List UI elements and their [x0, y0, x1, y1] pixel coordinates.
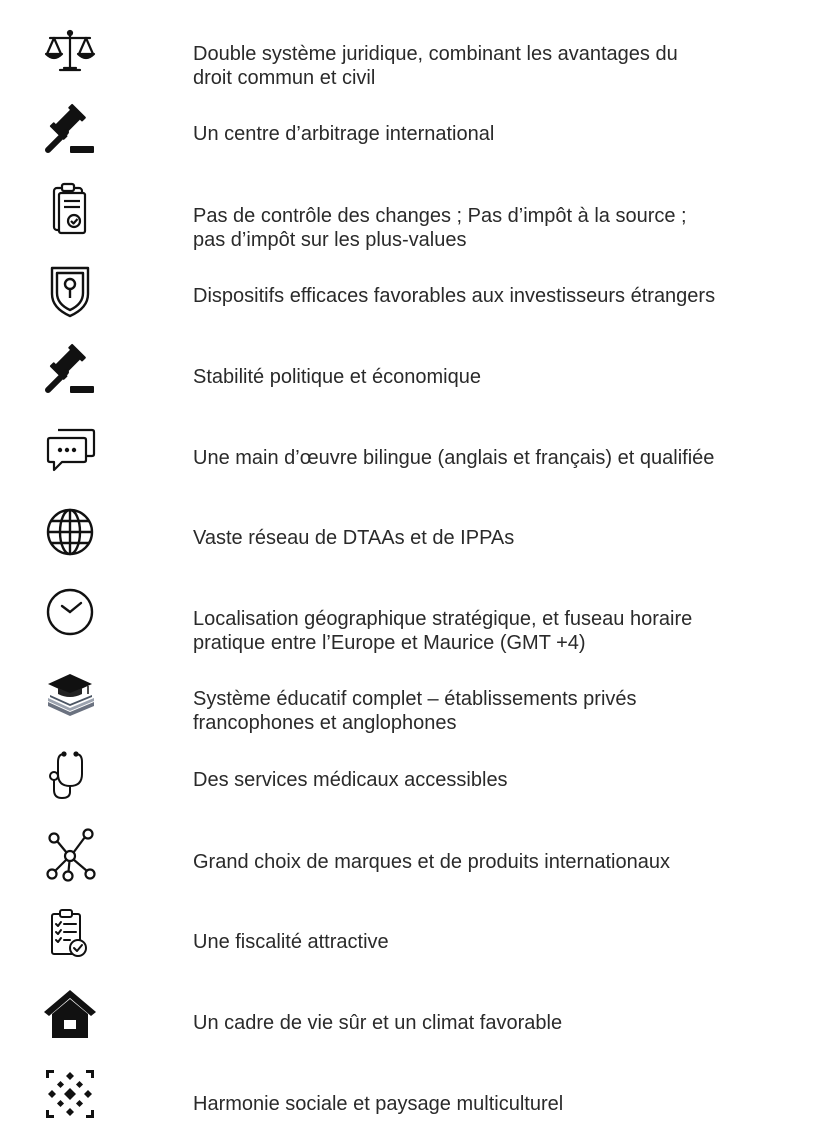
home-icon [40, 984, 100, 1044]
item-text-line: Une main d’œuvre bilingue (anglais et français) et qualifiée [193, 447, 715, 469]
chat-bubble-icon [40, 422, 100, 482]
item-text-line: Harmonie sociale et paysage multiculturel [193, 1093, 564, 1115]
gavel-icon [40, 342, 100, 402]
graduation-cap-icon [40, 662, 100, 722]
item-text-line: Double système juridique, combinant les avantages du [193, 43, 678, 65]
item-text-line: Vaste réseau de DTAAs et de IPPAs [193, 527, 515, 549]
item-text-line: Des services médicaux accessibles [193, 769, 508, 791]
item-text-line: francophones et anglophones [193, 712, 457, 734]
item-text-line: Dispositifs efficaces favorables aux investisseurs étrangers [193, 285, 716, 307]
clock-icon [40, 582, 100, 642]
item-text-line: droit commun et civil [193, 67, 376, 89]
item-text-line: Localisation géographique stratégique, et fuseau horaire [193, 608, 693, 630]
item-text-line: Système éducatif complet – établissements privés [193, 688, 637, 710]
item-text-line: Une fiscalité attractive [193, 931, 389, 953]
item-text-line: Pas de contrôle des changes ; Pas d’impôt à la source ; [193, 205, 687, 227]
item-text-line: Un cadre de vie sûr et un climat favorable [193, 1012, 563, 1034]
shield-keyhole-icon [40, 262, 100, 322]
stethoscope-icon [40, 744, 100, 804]
item-text-line: pas d’impôt sur les plus-values [193, 229, 467, 251]
item-text-line: Un centre d’arbitrage international [193, 123, 495, 145]
item-text-line: Grand choix de marques et de produits internationaux [193, 851, 670, 873]
network-icon [40, 824, 100, 884]
checklist-icon [40, 904, 100, 964]
item-text-line: Stabilité politique et économique [193, 366, 481, 388]
globe-icon [40, 502, 100, 562]
scales-icon [40, 22, 100, 82]
gavel-icon [40, 102, 100, 162]
pattern-icon [40, 1064, 100, 1124]
clipboard-check-icon [40, 180, 100, 240]
item-text-line: pratique entre l’Europe et Maurice (GMT +4) [193, 632, 586, 654]
